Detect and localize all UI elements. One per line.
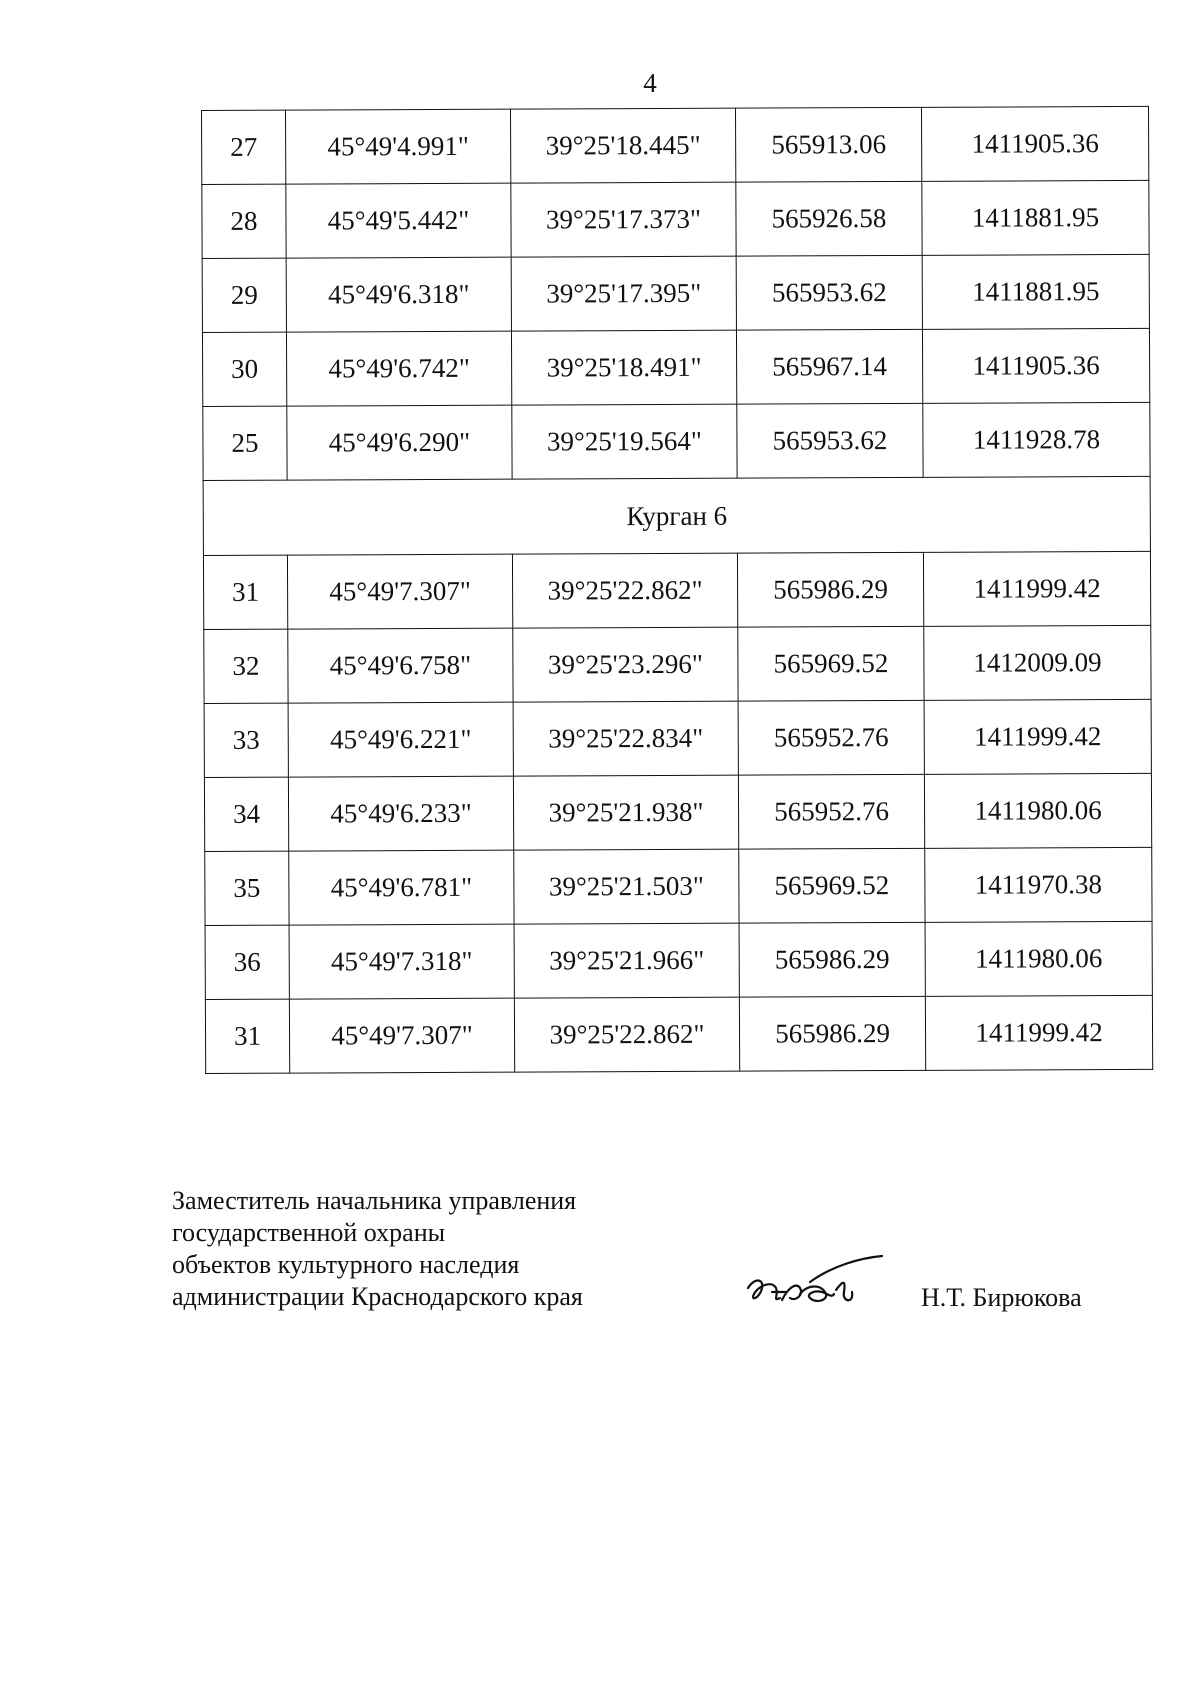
signatory-title-line: администрации Краснодарского края: [172, 1282, 583, 1311]
table-row: [204, 773, 1151, 851]
longitude-cell: 39°25'22.862": [512, 553, 737, 628]
longitude-cell: 39°25'17.373": [511, 182, 736, 257]
longitude-cell: 39°25'18.445": [510, 108, 735, 183]
table-row: [202, 106, 1149, 184]
longitude-cell: 39°25'21.938": [513, 775, 738, 850]
latitude-cell: 45°49'6.233": [288, 776, 513, 851]
longitude-cell: 39°25'19.564": [512, 404, 737, 479]
x-coordinate-cell: 565952.76: [738, 700, 924, 775]
x-coordinate-cell: 565952.76: [738, 774, 924, 849]
y-coordinate-cell: 1411881.95: [922, 254, 1149, 329]
x-coordinate-cell: 565953.62: [736, 255, 922, 330]
point-number-cell: 34: [204, 777, 288, 851]
y-coordinate-cell: 1411980.06: [925, 921, 1152, 996]
table-row: [205, 921, 1152, 999]
y-coordinate-cell: 1411928.78: [923, 402, 1150, 477]
latitude-cell: 45°49'6.758": [288, 628, 513, 703]
latitude-cell: 45°49'6.290": [287, 405, 512, 480]
point-number-cell: 31: [203, 555, 287, 629]
latitude-cell: 45°49'6.742": [286, 331, 511, 406]
table-row: [204, 625, 1151, 703]
longitude-cell: 39°25'23.296": [513, 627, 738, 702]
x-coordinate-cell: 565986.29: [739, 922, 925, 997]
section-title: Курган 6: [203, 476, 1150, 555]
y-coordinate-cell: 1411999.42: [923, 551, 1150, 626]
x-coordinate-cell: 565967.14: [736, 329, 922, 404]
point-number-cell: 35: [205, 851, 289, 925]
table-row: [205, 847, 1152, 925]
point-number-cell: 28: [202, 184, 286, 258]
latitude-cell: 45°49'7.307": [287, 554, 512, 629]
page-number: 4: [643, 68, 657, 98]
point-number-cell: 36: [205, 925, 289, 999]
x-coordinate-cell: 565969.52: [738, 626, 924, 701]
y-coordinate-cell: 1411905.36: [922, 328, 1149, 403]
latitude-cell: 45°49'7.307": [289, 998, 514, 1073]
signatory-title: [172, 1185, 583, 1313]
y-coordinate-cell: 1411980.06: [924, 773, 1151, 848]
table-row: [202, 180, 1149, 258]
signatory-title-line: Заместитель начальника управления: [172, 1186, 577, 1215]
latitude-cell: 45°49'6.781": [289, 850, 514, 925]
point-number-cell: 27: [202, 110, 286, 184]
point-number-cell: 30: [202, 332, 286, 406]
handwritten-signature: [742, 1248, 892, 1318]
x-coordinate-cell: 565953.62: [737, 403, 923, 478]
y-coordinate-cell: 1412009.09: [924, 625, 1151, 700]
table-row: [203, 402, 1150, 480]
longitude-cell: 39°25'21.503": [514, 849, 739, 924]
latitude-cell: 45°49'4.991": [286, 109, 511, 184]
table-row: [205, 995, 1152, 1073]
table-row: [204, 699, 1151, 777]
longitude-cell: 39°25'21.966": [514, 923, 739, 998]
y-coordinate-cell: 1411999.42: [925, 995, 1152, 1070]
point-number-cell: 31: [205, 999, 289, 1073]
point-number-cell: 25: [203, 406, 287, 480]
point-number-cell: 32: [204, 629, 288, 703]
latitude-cell: 45°49'6.221": [288, 702, 513, 777]
signer-name: Н.Т. Бирюкова: [921, 1283, 1082, 1312]
longitude-cell: 39°25'17.395": [511, 256, 736, 331]
x-coordinate-cell: 565986.29: [739, 996, 925, 1071]
x-coordinate-cell: 565913.06: [735, 107, 921, 182]
table-row: [202, 328, 1149, 406]
signatory-title-line: государственной охраны: [172, 1218, 446, 1247]
y-coordinate-cell: 1411999.42: [924, 699, 1151, 774]
section-row: [203, 476, 1150, 555]
latitude-cell: 45°49'5.442": [286, 183, 511, 258]
point-number-cell: 33: [204, 703, 288, 777]
x-coordinate-cell: 565926.58: [736, 181, 922, 256]
longitude-cell: 39°25'22.862": [514, 997, 739, 1072]
coordinates-table: [201, 106, 1153, 1074]
point-number-cell: 29: [202, 258, 286, 332]
y-coordinate-cell: 1411905.36: [921, 106, 1148, 181]
x-coordinate-cell: 565986.29: [737, 552, 923, 627]
table-row: [203, 551, 1150, 629]
x-coordinate-cell: 565969.52: [739, 848, 925, 923]
latitude-cell: 45°49'6.318": [286, 257, 511, 332]
longitude-cell: 39°25'22.834": [513, 701, 738, 776]
y-coordinate-cell: 1411970.38: [925, 847, 1152, 922]
signatory-title-line: объектов культурного наследия: [172, 1250, 520, 1279]
table-row: [202, 254, 1149, 332]
longitude-cell: 39°25'18.491": [511, 330, 736, 405]
y-coordinate-cell: 1411881.95: [922, 180, 1149, 255]
latitude-cell: 45°49'7.318": [289, 924, 514, 999]
